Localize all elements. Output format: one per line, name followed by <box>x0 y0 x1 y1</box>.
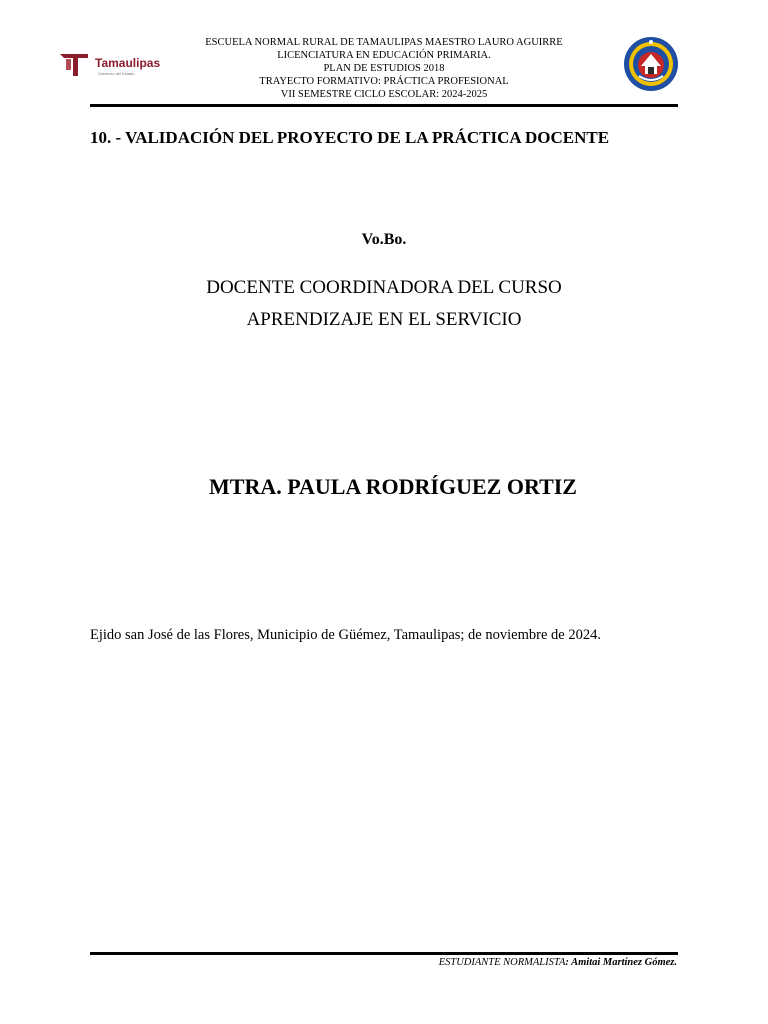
header-line-semester: VII SEMESTRE CICLO ESCOLAR: 2024-2025 <box>280 89 488 100</box>
coordinator-line-role: DOCENTE COORDINADORA DEL CURSO <box>206 277 562 298</box>
signer-name: MTRA. PAULA RODRÍGUEZ ORTIZ <box>209 474 577 499</box>
header-line-degree: LICENCIATURA EN EDUCACIÓN PRIMARIA. <box>277 50 491 61</box>
header-divider <box>90 104 678 107</box>
vobo-label: Vo.Bo. <box>361 231 407 248</box>
footer-label: ESTUDIANTE NORMALISTA <box>438 957 566 968</box>
footer-student-name: Amitai Martínez Gómez. <box>571 957 677 968</box>
tamaulipas-logo-name: Tamaulipas <box>95 56 161 70</box>
header-line-school: ESCUELA NORMAL RURAL DE TAMAULIPAS MAESTRO LAURO AGUIRRE <box>205 37 563 48</box>
institution-header <box>150 36 618 101</box>
header-line-plan: PLAN DE ESTUDIOS 2018 <box>323 63 445 74</box>
coordinator-title <box>0 272 768 336</box>
place-and-date: Ejido san José de las Flores, Municipio de Güémez, Tamaulipas; de noviembre de 2024. <box>90 627 601 643</box>
header-line-trajectory: TRAYECTO FORMATIVO: PRÁCTICA PROFESIONAL <box>259 76 509 87</box>
coordinator-line-course: APRENDIZAJE EN EL SERVICIO <box>246 309 522 330</box>
school-seal-logo <box>623 36 679 92</box>
footer-divider <box>90 952 678 955</box>
section-title: 10. - VALIDACIÓN DEL PROYECTO DE LA PRÁCTICA DOCENTE <box>90 128 610 147</box>
footer-student <box>439 957 677 968</box>
school-seal-icon <box>623 36 679 92</box>
tamaulipas-logo-tagline: Gobierno del Estado <box>98 71 135 76</box>
footer-separator: : <box>565 957 572 968</box>
